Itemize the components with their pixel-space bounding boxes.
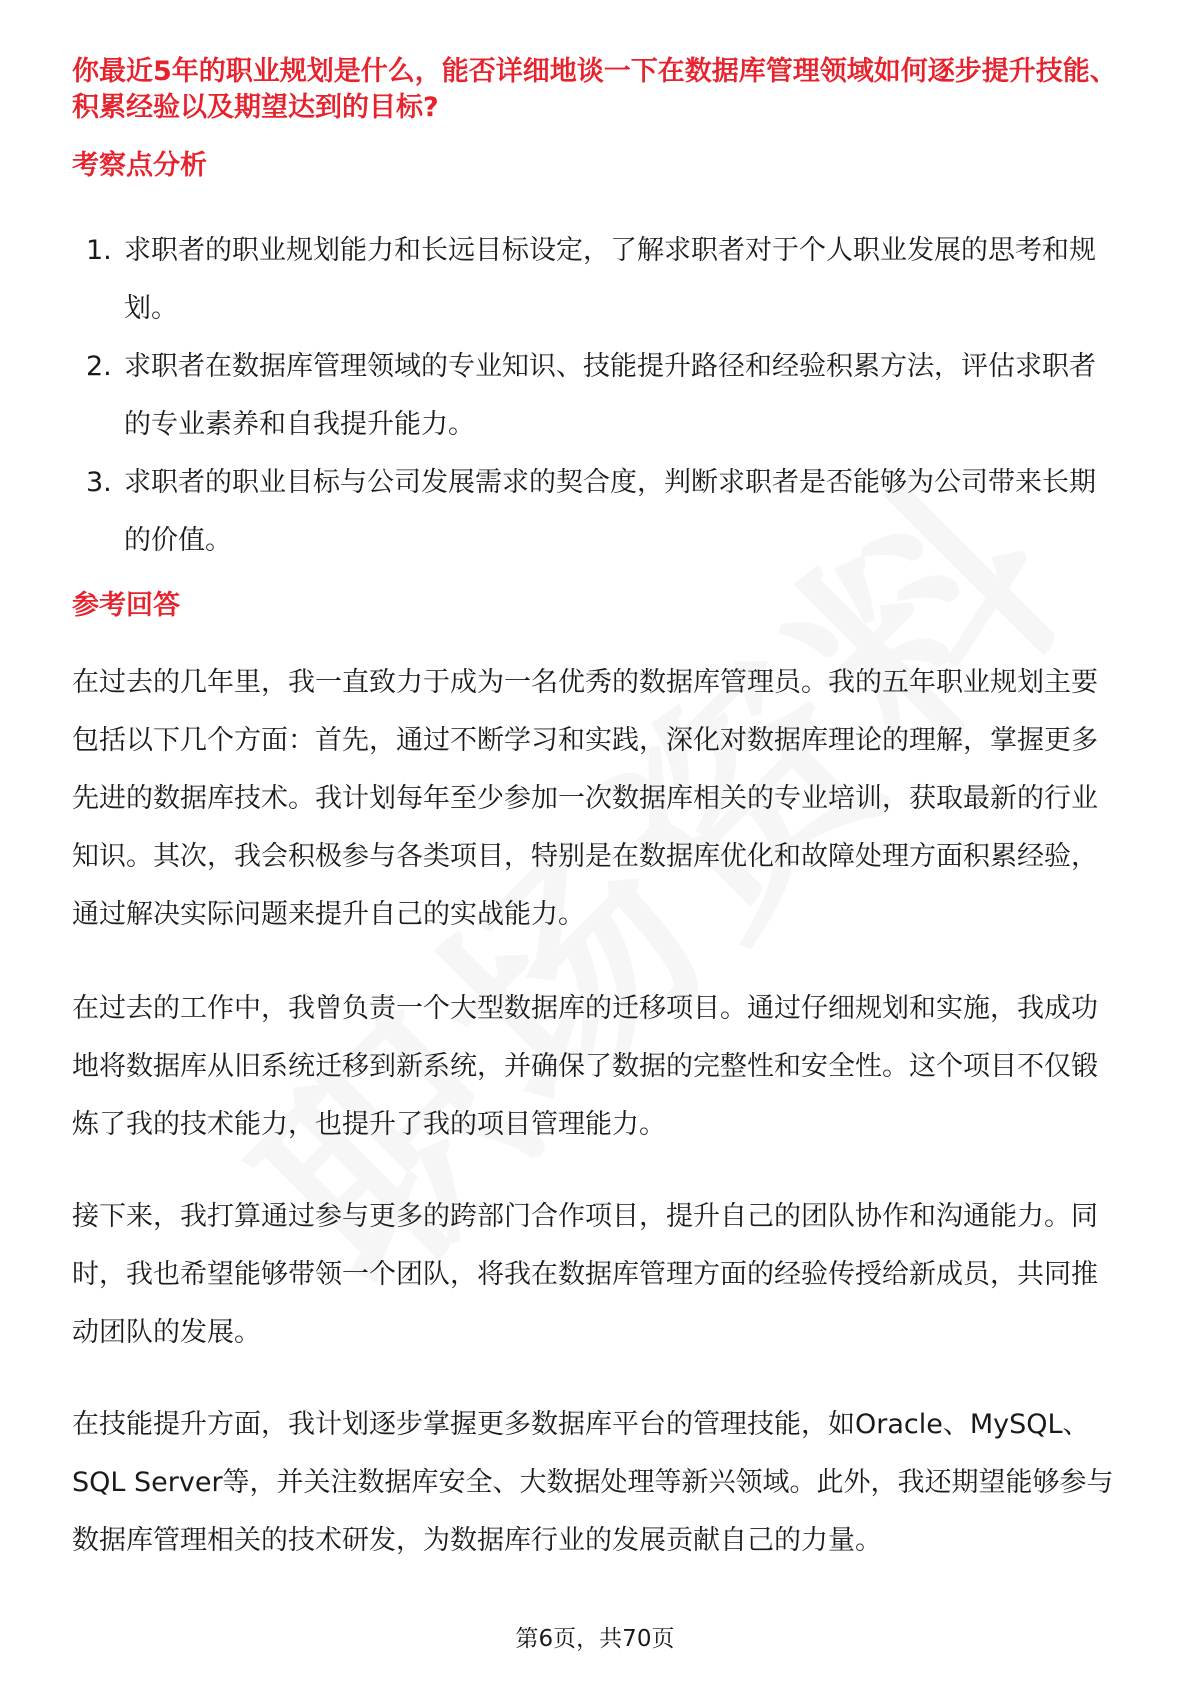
answer-heading: 参考回答 [72,590,180,621]
analysis-item [72,454,1122,570]
analysis-item-number: 1. [86,235,112,266]
analysis-heading: 考察点分析 [72,150,207,181]
answer-paragraph: 在过去的工作中，我曾负责一个大型数据库的迁移项目。通过仔细规划和实施，我成功地将数据库从旧系统迁移到新系统，并确保了数据的完整性和安全性。这个项目不仅锻炼了我的技术能力，也提升了我的项目管理能力。 [72,993,1098,1140]
question-title: 你最近5年的职业规划是什么，能否详细地谈一下在数据库管理领域如何逐步提升技能、积累经验以及期望达到的目标? [72,56,1117,123]
page-number: 第6页，共70页 [515,1626,675,1652]
answer-paragraph: 接下来，我打算通过参与更多的跨部门合作项目，提升自己的团队协作和沟通能力。同时，我也希望能够带领一个团队，将我在数据库管理方面的经验传授给新成员，共同推动团队的发展。 [72,1201,1098,1348]
answer-paragraph: 在技能提升方面，我计划逐步掌握更多数据库平台的管理技能，如Oracle、MySQL、SQL Server等，并关注数据库安全、大数据处理等新兴领域。此外，我还期望能够参与数据库管理相关的技术研发，为数据库行业的发展贡献自己的力量。 [72,1409,1114,1556]
analysis-item-number: 2. [86,351,112,382]
analysis-item [72,222,1122,338]
analysis-item-text: 求职者的职业目标与公司发展需求的契合度，判断求职者是否能够为公司带来长期的价值。 [124,467,1096,556]
analysis-item-text: 求职者的职业规划能力和长远目标设定，了解求职者对于个人职业发展的思考和规划。 [124,235,1096,324]
analysis-item-number: 3. [86,467,112,498]
answer-paragraph: 在过去的几年里，我一直致力于成为一名优秀的数据库管理员。我的五年职业规划主要包括以下几个方面：首先，通过不断学习和实践，深化对数据库理论的理解，掌握更多先进的数据库技术。我计划每年至少参加一次数据库相关的专业培训，获取最新的行业知识。其次，我会积极参与各类项目，特别是在数据库优化和故障处理方面积累经验，通过解决实际问题来提升自己的实战能力。 [72,667,1098,930]
analysis-list [72,222,1122,570]
analysis-item-text: 求职者在数据库管理领域的专业知识、技能提升路径和经验积累方法，评估求职者的专业素养和自我提升能力。 [124,351,1096,440]
analysis-item [72,338,1122,454]
